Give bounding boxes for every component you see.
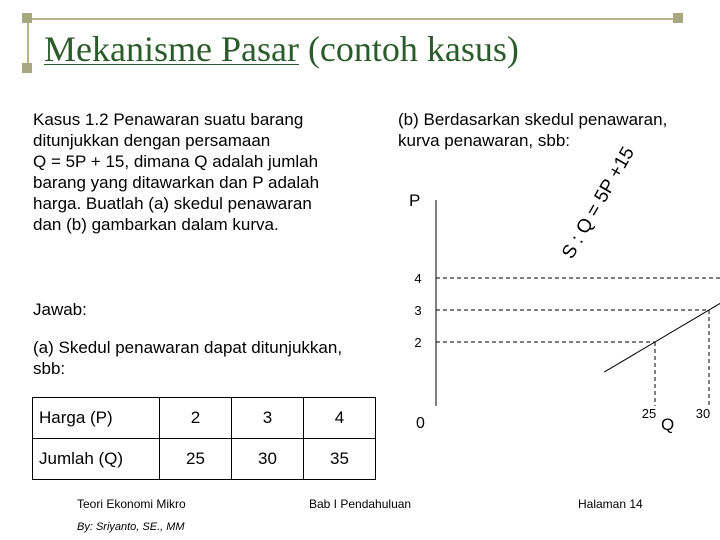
origin-label: 0 (416, 415, 425, 432)
case-line: ditunjukkan dengan persamaan (33, 131, 271, 150)
frame-bottom-square (22, 63, 32, 73)
footer-chapter: Bab I Pendahuluan (309, 497, 412, 511)
part-a-text (33, 337, 342, 379)
case-line: barang yang ditawarkan dan P adalah (33, 173, 320, 192)
footer-author: By: Sriyanto, SE., MM (77, 521, 185, 533)
part-b-line: (b) Berdasarkan skedul penawaran, (398, 110, 668, 129)
table-cell: 3 (232, 398, 304, 439)
supply-curve-chart (380, 143, 711, 450)
case-line: harga. Buatlah (a) skedul penawaran (33, 194, 312, 213)
table-row (33, 439, 376, 480)
title-rest: (contoh kasus) (298, 29, 519, 69)
footer-course: Teori Ekonomi Mikro (77, 497, 186, 511)
frame-left-rule (27, 18, 29, 68)
footer-page-number: Halaman 14 (578, 497, 643, 511)
supply-line (604, 260, 720, 372)
supply-equation-label: S : Q = 5P +15 (558, 143, 640, 263)
case-line: Q = 5P + 15, dimana Q adalah jumlah (33, 152, 319, 171)
part-a-line: sbb: (33, 359, 66, 378)
y-tick-label: 4 (414, 271, 422, 286)
title-main: Mekanisme Pasar (44, 29, 299, 69)
x-axis-label: Q (661, 415, 675, 434)
frame-corner-square (22, 13, 32, 23)
case-line: dan (b) gambarkan dalam kurva. (33, 215, 279, 234)
part-b-text (398, 109, 667, 151)
table-cell: 2 (160, 398, 232, 439)
x-tick-label: 30 (695, 406, 711, 421)
y-tick-label: 3 (414, 303, 422, 318)
y-tick-label: 2 (414, 335, 422, 350)
supply-schedule-table (32, 397, 376, 480)
part-a-line: (a) Skedul penawaran dapat ditunjukkan, (33, 338, 343, 357)
slide-title (44, 28, 519, 70)
case-line: Kasus 1.2 Penawaran suatu barang (33, 110, 304, 129)
table-cell: 30 (232, 439, 304, 480)
case-description (33, 109, 319, 235)
y-axis-label: P (409, 191, 421, 210)
table-cell: 35 (304, 439, 376, 480)
x-tick-label: 25 (641, 406, 657, 421)
part-b-line: kurva penawaran, sbb: (398, 131, 570, 150)
row-header: Jumlah (Q) (33, 439, 160, 480)
row-header: Harga (P) (33, 398, 160, 439)
table-cell: 4 (304, 398, 376, 439)
frame-top-rule (27, 18, 678, 20)
table-row (33, 398, 376, 439)
answer-label: Jawab: (33, 300, 87, 319)
frame-end-square (673, 13, 683, 23)
table-cell: 25 (160, 439, 232, 480)
